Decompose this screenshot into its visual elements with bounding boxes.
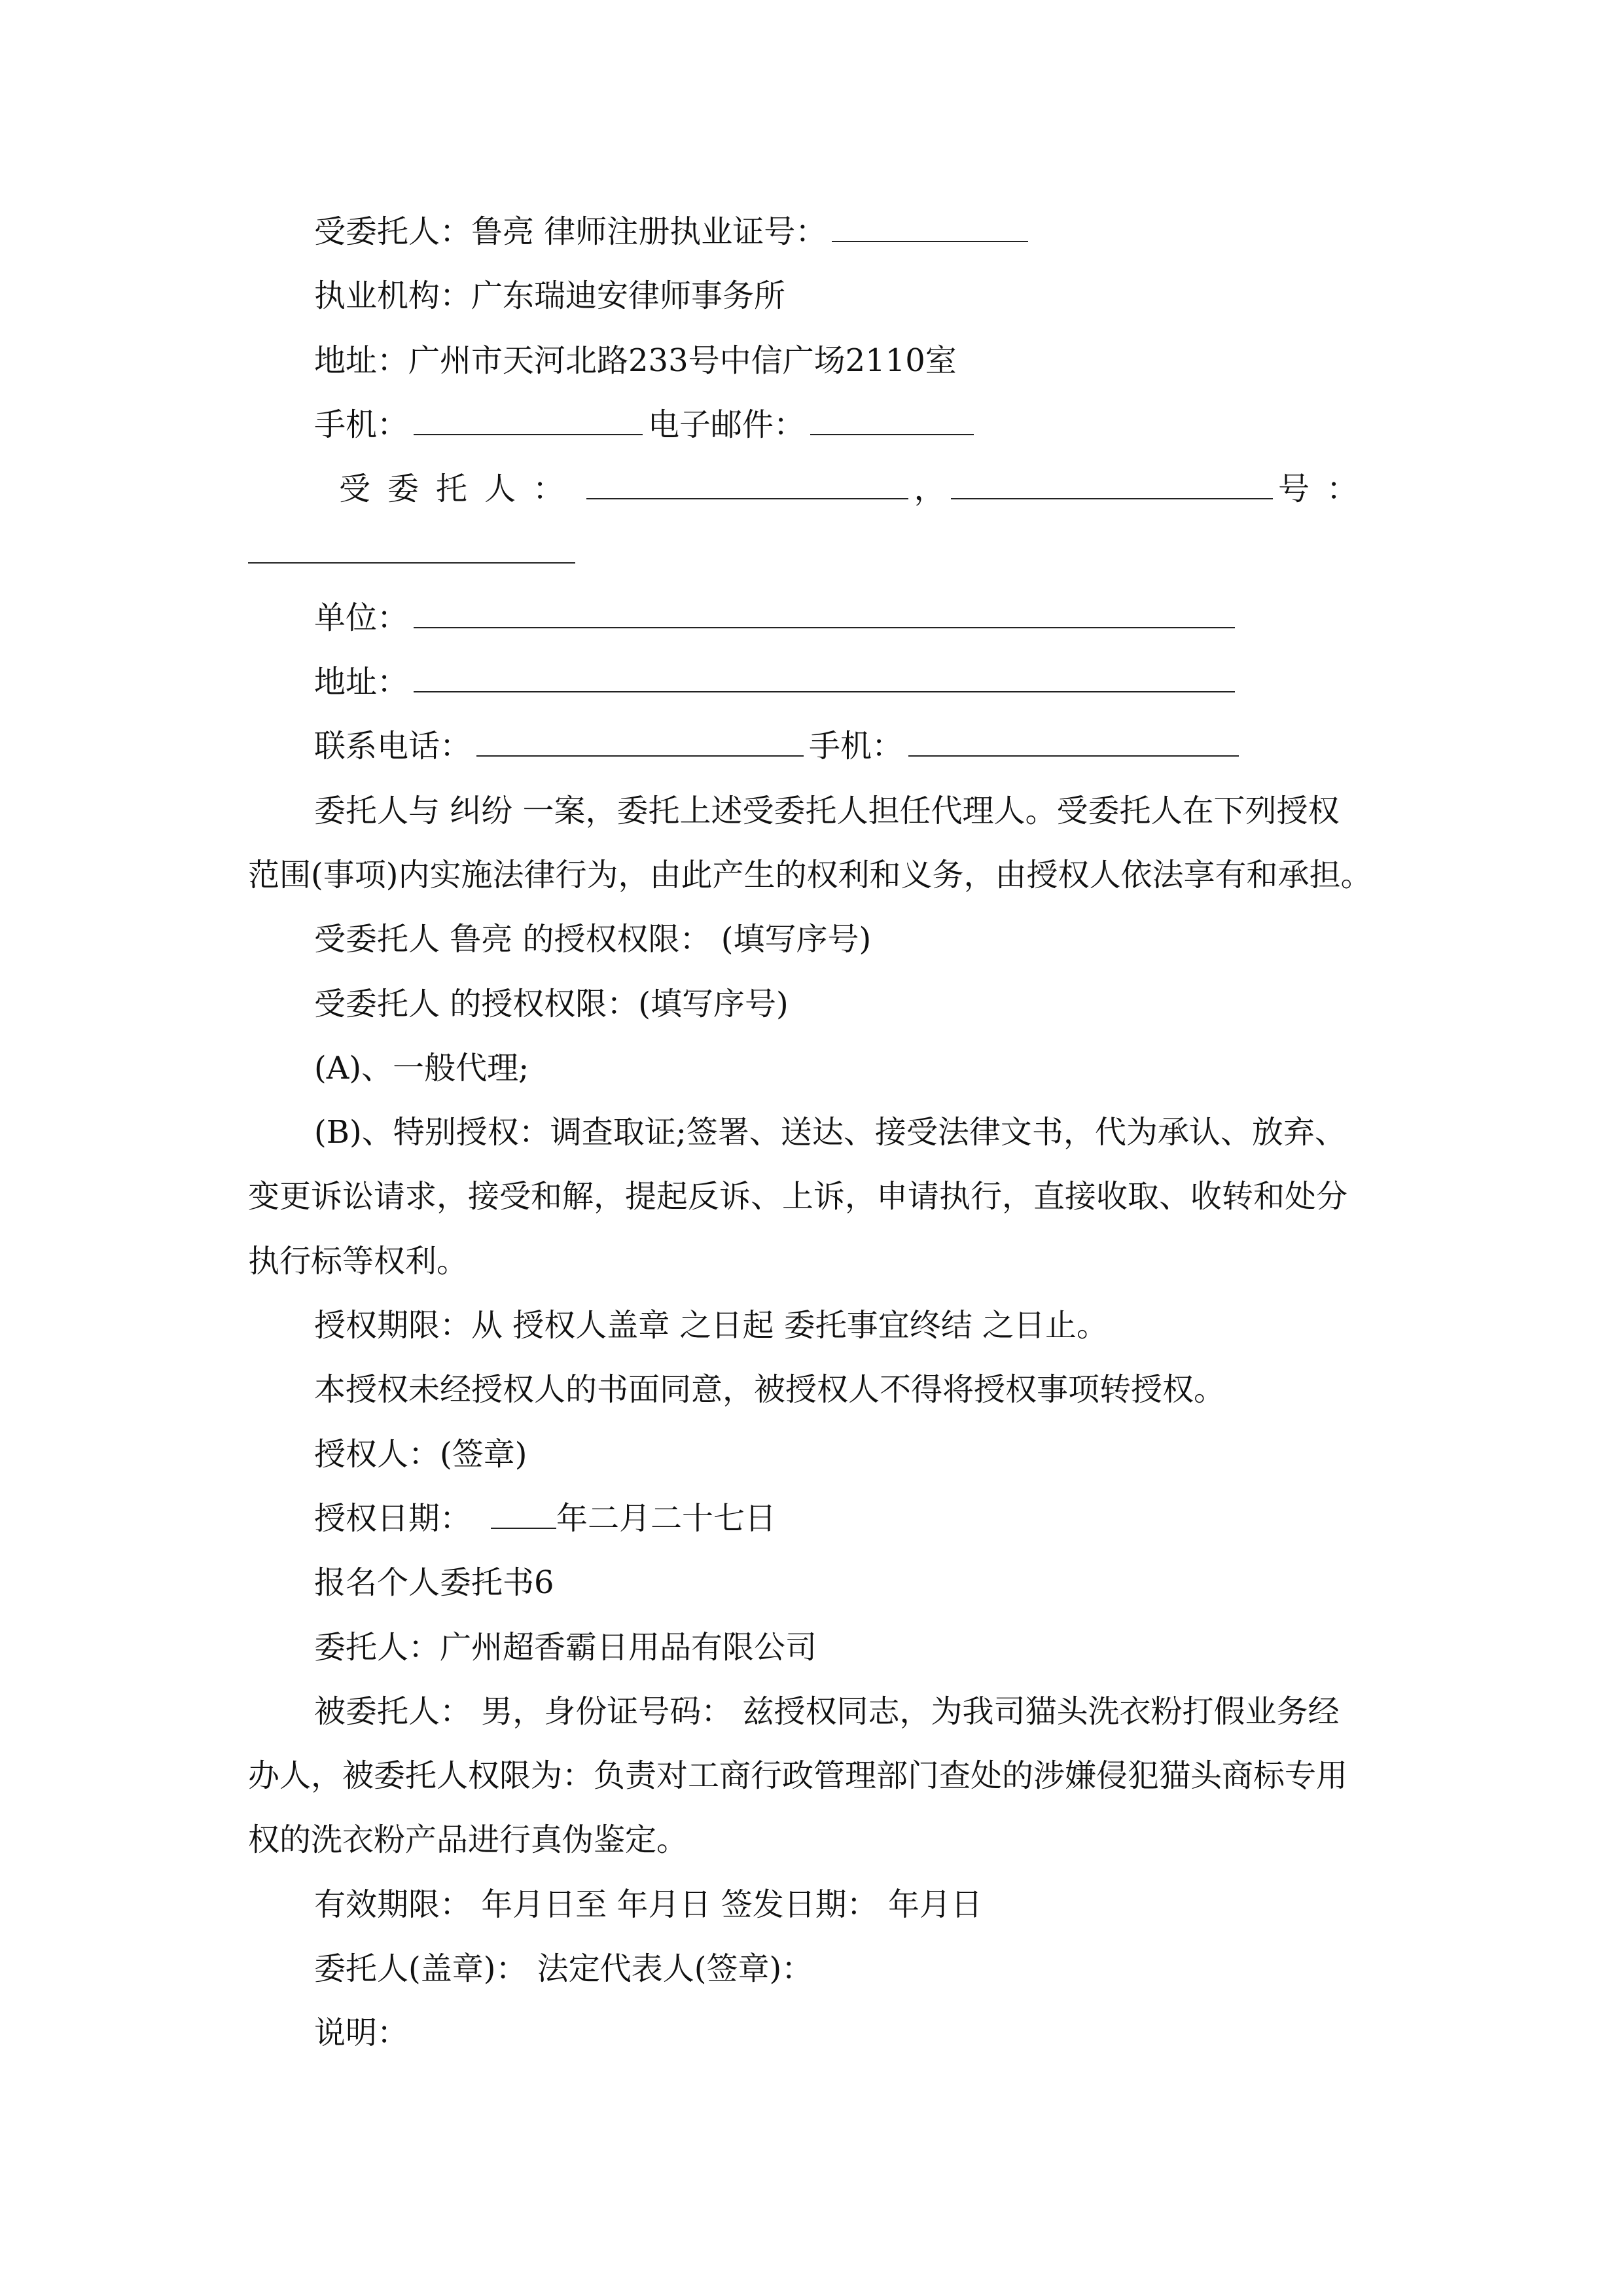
line-validity: 有效期限： 年月日至 年月日 签发日期： 年月日	[314, 1886, 983, 1923]
line-contact	[248, 714, 1388, 778]
mobile-blank	[908, 730, 1239, 757]
line-grant-date	[248, 1486, 1388, 1551]
option-b: (B)、特别授权：调查取证;签署、送达、接受法律文书，代为承认、放弃、	[314, 1114, 1346, 1151]
line-unit	[248, 586, 1388, 650]
line-firm: 执业机构：广东瑞迪安律师事务所	[314, 278, 786, 315]
option-a: (A)、一般代理;	[314, 1049, 529, 1086]
line-term: 授权期限：从 授权人盖章 之日起 委托事宜终结 之日止。	[314, 1307, 1109, 1344]
id-blank	[951, 473, 1273, 499]
paragraph-entrust: 委托人与 纠纷 一案，委托上述受委托人担任代理人。受委托人在下列授权	[314, 792, 1340, 829]
phone-blank	[414, 409, 643, 435]
line-signatures: 委托人(盖章)： 法定代表人(签章)：	[314, 1950, 813, 1988]
text: 号：	[1277, 471, 1375, 508]
paragraph-agent-cont: 办人，被委托人权限为：负责对工商行政管理部门查处的涉嫌侵犯猫头商标专用	[248, 1757, 1348, 1795]
line-authority-luliang: 受委托人 鲁亮 的授权权限： (填写序号)	[314, 921, 872, 958]
year-blank	[491, 1503, 556, 1529]
text: 手机：	[809, 728, 904, 765]
text: 受委托人：	[339, 471, 582, 508]
line-phone-email	[248, 393, 1388, 457]
paragraph-agent: 被委托人： 男，身份证号码： 兹授权同志，为我司猫头洗衣粉打假业务经	[314, 1693, 1340, 1730]
line-agent-luliang	[248, 200, 1388, 264]
email-blank	[810, 409, 974, 435]
number-blank	[248, 537, 575, 564]
text: 手机：	[314, 406, 409, 443]
option-b-cont2: 执行标等权利。	[248, 1242, 469, 1280]
document-page	[248, 200, 1388, 2066]
line-notes: 说明：	[314, 2015, 409, 2052]
paragraph-entrust-cont: 范围(事项)内实施法律行为，由此产生的权利和义务，由授权人依法享有和承担。	[248, 856, 1372, 893]
license-number-blank	[832, 216, 1028, 242]
line-principal: 委托人：广州超香霸日用品有限公司	[314, 1628, 817, 1666]
line-authority: 受委托人 的授权权限：(填写序号)	[314, 985, 789, 1022]
text: 地址：	[314, 664, 409, 701]
line-address: 地址：广州市天河北路233号中信广场2110室	[314, 342, 957, 379]
paragraph-agent-cont2: 权的洗衣粉产品进行真伪鉴定。	[248, 1821, 688, 1859]
text: 电子邮件：	[648, 406, 806, 443]
line-number-blank	[248, 521, 1388, 585]
tel-blank	[476, 730, 804, 757]
text: 单位：	[314, 599, 409, 636]
text: 年二月二十七日	[556, 1499, 777, 1537]
option-b-cont: 变更诉讼请求，接受和解，提起反诉、上诉，申请执行，直接收取、收转和处分	[248, 1178, 1348, 1215]
line-address2	[248, 650, 1388, 714]
section-title: 报名个人委托书6	[314, 1564, 554, 1602]
line-no-transfer: 本授权未经授权人的书面同意，被授权人不得将授权事项转授权。	[314, 1371, 1226, 1408]
address-blank	[414, 666, 1235, 692]
name-blank	[586, 473, 908, 499]
text: 联系电话：	[314, 728, 472, 765]
text: 受委托人：鲁亮 律师注册执业证号：	[314, 213, 827, 250]
line-second-agent	[248, 457, 1388, 521]
text: 授权日期：	[314, 1499, 472, 1537]
text: ，	[914, 471, 946, 508]
line-grantor-sign: 授权人：(签章)	[314, 1435, 527, 1473]
unit-blank	[414, 602, 1235, 628]
